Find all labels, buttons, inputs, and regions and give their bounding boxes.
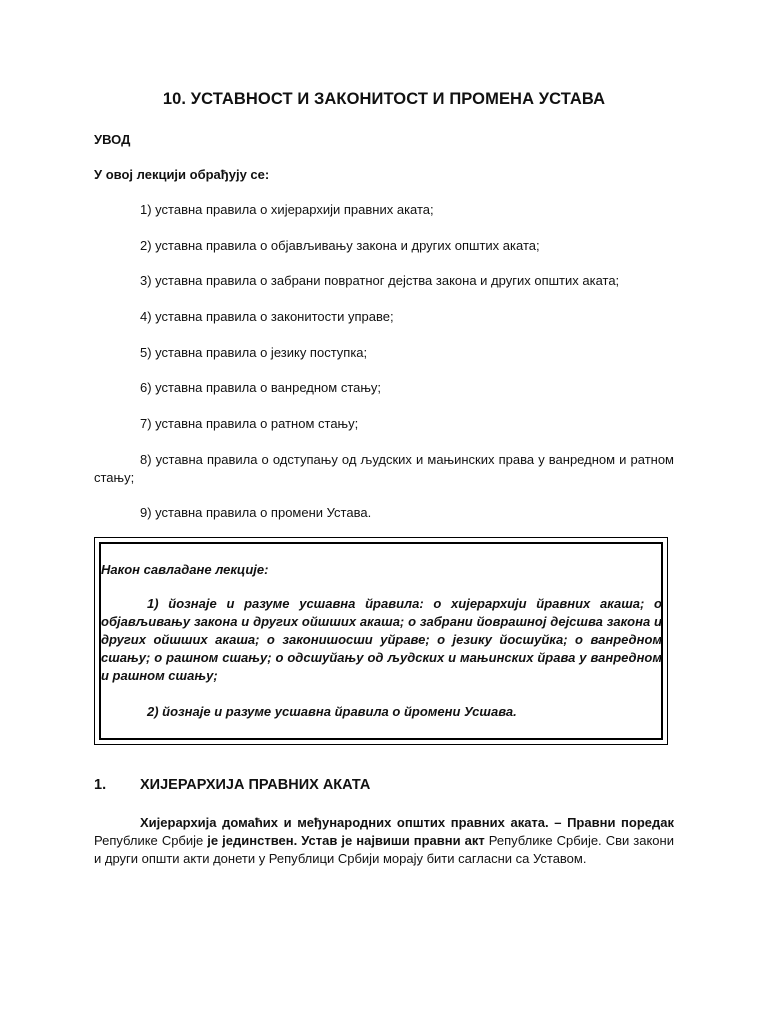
- document-title: 10. УСТАВНОСТ И ЗАКОНИТОСТ И ПРОМЕНА УСТАВА: [162, 90, 606, 108]
- section-number: 1.: [94, 777, 107, 793]
- topic-item-1: 1) уставна правила о хијерархији правних аката;: [140, 202, 434, 217]
- topic-item-3: 3) уставна правила о забрани повратног дејства закона и других општих аката;: [140, 273, 620, 288]
- paragraph-text-1: Републике Србије: [94, 833, 208, 848]
- objectives-box: [94, 537, 668, 745]
- topic-item-6: 6) уставна правила о ванредном стању;: [140, 380, 382, 395]
- topic-item-8: 8) уставна правила о одступању од људских и мањинских права у ванредном и ратном стању;: [94, 452, 674, 485]
- topic-item-7: 7) уставна правила о ратном стању;: [140, 416, 359, 431]
- topic-item-4: 4) уставна правила о законитости управе;: [140, 309, 394, 324]
- lesson-heading: У овој лекцији обрађују се:: [94, 167, 270, 182]
- paragraph-bold-lead: Хијерархија домаћих и међународних општих правних аката. – Правни поредак: [140, 815, 674, 830]
- section-paragraph: [94, 814, 674, 868]
- paragraph-text-2: Републике Србије. Сви закони и други општи акти донети у Републици Србији морају бити сагласни са Уставом.: [94, 833, 674, 866]
- section-title: ХИЈЕРАРХИЈА ПРАВНИХ АКАТА: [140, 777, 371, 793]
- topic-item-2: 2) уставна правила о објављивању закона и других општих аката;: [140, 238, 540, 253]
- intro-heading: УВОД: [94, 132, 131, 147]
- objectives-intro: Након савладане лекције:: [101, 562, 269, 577]
- topic-item-9: 9) уставна правила о промени Устава.: [140, 505, 372, 520]
- paragraph-bold-2: је јединствен. Устав је највиши правни акт: [207, 833, 485, 848]
- objective-item-2: 2) йознаје и разуме усшавна йравила о йромени Усшава.: [147, 704, 517, 719]
- objective-item-1: 1) йознаје и разуме усшавна йравила: о хијерархији йравних акаша; о објављивању закона и других ойшших акаша; о забрани йоврашној дејсшва закона и других ойшших акаша; о законишосши уйраве; о језику йосшуйка; о ванредном сшању; о рашном сшању; о одсшуйању од људских и мањинских йрава у ванредном и рашном сшању;: [101, 596, 662, 683]
- topic-item-5: 5) уставна правила о језику поступка;: [140, 345, 368, 360]
